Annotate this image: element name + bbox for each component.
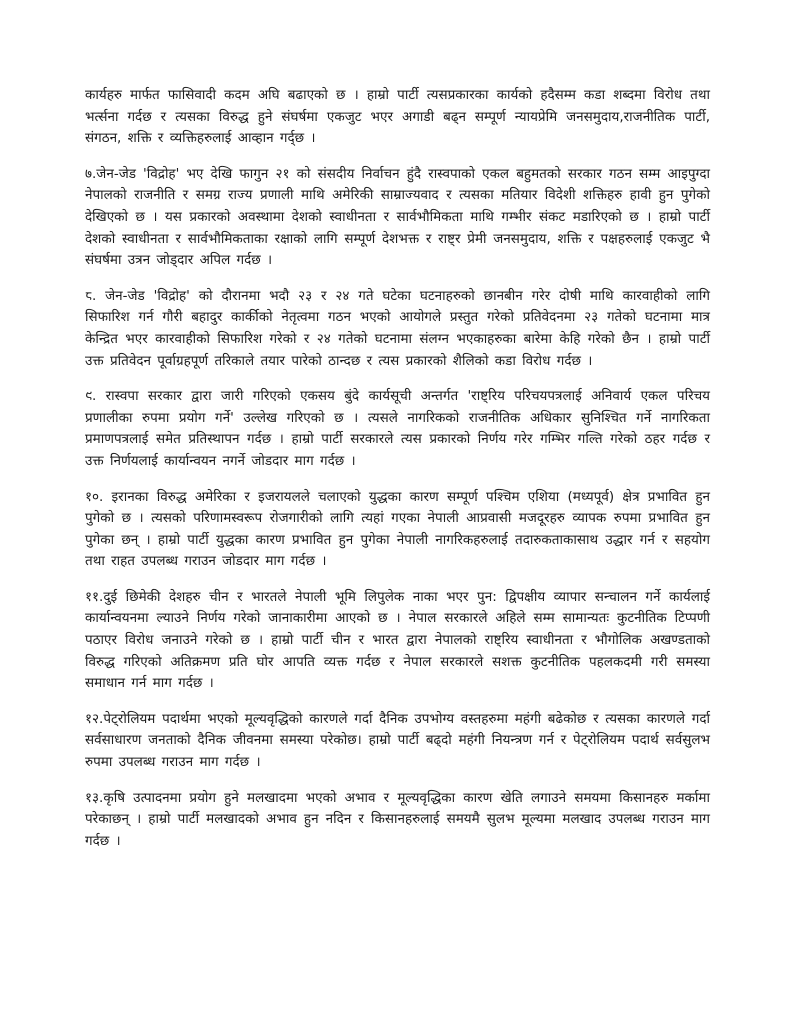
paragraph-12: १२.पेट्रोलियम पदार्थमा भएको मूल्यवृद्धिको कारणले गर्दा दैनिक उपभोग्य वस्तहरुमा महंगी बढेकोछ र त्यसका कारणले गर्दा सर्वसाधारण जनताको दैनिक जीवनमा समस्या परेकोछ। हाम्रो पार्टी बढ्दो महंगी नियन्त्रण गर्न र पेट्रोलियम पदार्थ सर्वसुलभ रुपमा उपलब्ध गराउन माग गर्दछ । [85,710,710,771]
paragraph-10: १०. इरानका विरुद्ध अमेरिका र इजरायलले चलाएको युद्धका कारण सम्पूर्ण पश्चिम एशिया (मध्यपूर्व) क्षेत्र प्रभावित हुन पुगेको छ । त्यसको परिणामस्वरूप रोजगारीको लागि त्यहां गएका नेपाली आप्रवासी मजदूरहरु व्यापक रुपमा प्रभावित हुन पुगेका छन् । हाम्रो पार्टी युद्धका कारण प्रभावित हुन पुगेका नेपाली नागरिकहरुलाई तदारुकताकासाथ उद्धार गर्न र सहयोग तथा राहत उपलब्ध गराउन जोडदार माग गर्दछ । [85,488,710,570]
paragraph-9: ९. रास्वपा सरकार द्वारा जारी गरिएको एकसय बुंदे कार्यसूची अन्तर्गत 'राष्ट्रिय परिचयपत्रलाई अनिवार्य एकल परिचय प्रणालीका रुपमा प्रयोग गर्ने' उल्लेख गरिएको छ । त्यसले नागरिकको राजनीतिक अधिकार सुनिश्चित गर्ने नागरिकता प्रमाणपत्रलाई समेत प्रतिस्थापन गर्दछ । हाम्रो पार्टी सरकारले त्यस प्रकारको निर्णय गरेर गम्भिर गल्ति गरेको ठहर गर्दछ र उक्त निर्णयलाई कार्यान्वयन नगर्ने जोडदार माग गर्दछ । [85,388,710,469]
paragraph-11: ११.दुई छिमेकी देशहरु चीन र भारतले नेपाली भूमि लिपुलेक नाका भएर पुन: द्विपक्षीय व्यापार सन्चालन गर्ने कार्यलाई कार्यान्वयनमा ल्याउने निर्णय गरेको जानाकारीमा आएको छ । नेपाल सरकारले अहिले सम्म सामान्यतः कुटनीतिक टिप्पणी पठाएर विरोध जनाउने गरेको छ । हाम्रो पार्टी चीन र भारत द्वारा नेपालको राष्ट्रिय स्वाधीनता र भौगोलिक अखण्डताको विरुद्ध गरिएको अतिक्रमण प्रति घोर आपति व्यक्त गर्दछ र नेपाल सरकारले सशक्त कुटनीतिक पहलकदमी गरी समस्या समाधान गर्न माग गर्दछ । [85,588,710,692]
paragraph-7: ७.जेन-जेड 'विद्रोह' भए देखि फागुन २१ को संसदीय निर्वाचन हुंदै रास्वपाको एकल बहुमतको सरकार गठन सम्म आइपुग्दा नेपालको राजनीति र समग्र राज्य प्रणाली माथि अमेरिकी साम्राज्यवाद र त्यसका मतियार विदेशी शक्तिहरु हावी हुन पुगेको देखिएको छ । यस प्रकारको अवस्थामा देशको स्वाधीनता र सार्वभौमिकता माथि गम्भीर संकट मडारिएको छ । हाम्रो पार्टी देशको स्वाधीनता र सार्वभौमिकताका रक्षाको लागि सम्पूर्ण देशभक्त र राष्ट्र प्रेमी जनसमुदाय, शक्ति र पक्षहरुलाई एकजुट भै संघर्षमा उत्रन जोड्दार अपिल गर्दछ । [85,165,710,269]
paragraph-8: ८. जेन-जेड 'विद्रोह' को दौरानमा भदौ २३ र २४ गते घटेका घटनाहरुको छानबीन गरेर दोषी माथि कारवाहीको लागि सिफारिश गर्न गौरी बहादुर कार्कीको नेतृत्वमा गठन भएको आयोगले प्रस्तुत गरेको प्रतिवेदनमा २३ गतेको घटनामा मात्र केन्द्रित भएर कारवाहीको सिफारिश गरेको र २४ गतेको घटनामा संलग्न भएकाहरुका बारेमा केहि गरेको छैन । हाम्रो पार्टी उक्त प्रतिवेदन पूर्वाग्रहपूर्ण तरिकाले तयार पारेको ठान्दछ र त्यस प्रकारको शैलिको कडा विरोध गर्दछ । [85,287,710,369]
paragraph-continuation: कार्यहरु मार्फत फासिवादी कदम अघि बढाएको छ । हाम्रो पार्टी त्यसप्रकारका कार्यको हदैसम्म कडा शब्दमा विरोध तथा भर्त्सना गर्दछ र त्यसका विरुद्ध हुने संघर्षमा एकजुट भएर अगाडी बढ्न सम्पूर्ण न्यायप्रेमि जनसमुदाय,राजनीतिक पार्टी, संगठन, शक्ति र व्यक्तिहरुलाई आव्हान गर्द्छ । [85,87,710,147]
paragraph-13: १३.कृषि उत्पादनमा प्रयोग हुने मलखादमा भएको अभाव र मूल्यवृद्धिका कारण खेति लगाउने समयमा किसानहरु मर्कामा परेकाछन् । हाम्रो पार्टी मलखादको अभाव हुन नदिन र किसानहरुलाई समयमै सुलभ मूल्यमा मलखाद उपलब्ध गराउन माग गर्दछ । [85,789,710,849]
